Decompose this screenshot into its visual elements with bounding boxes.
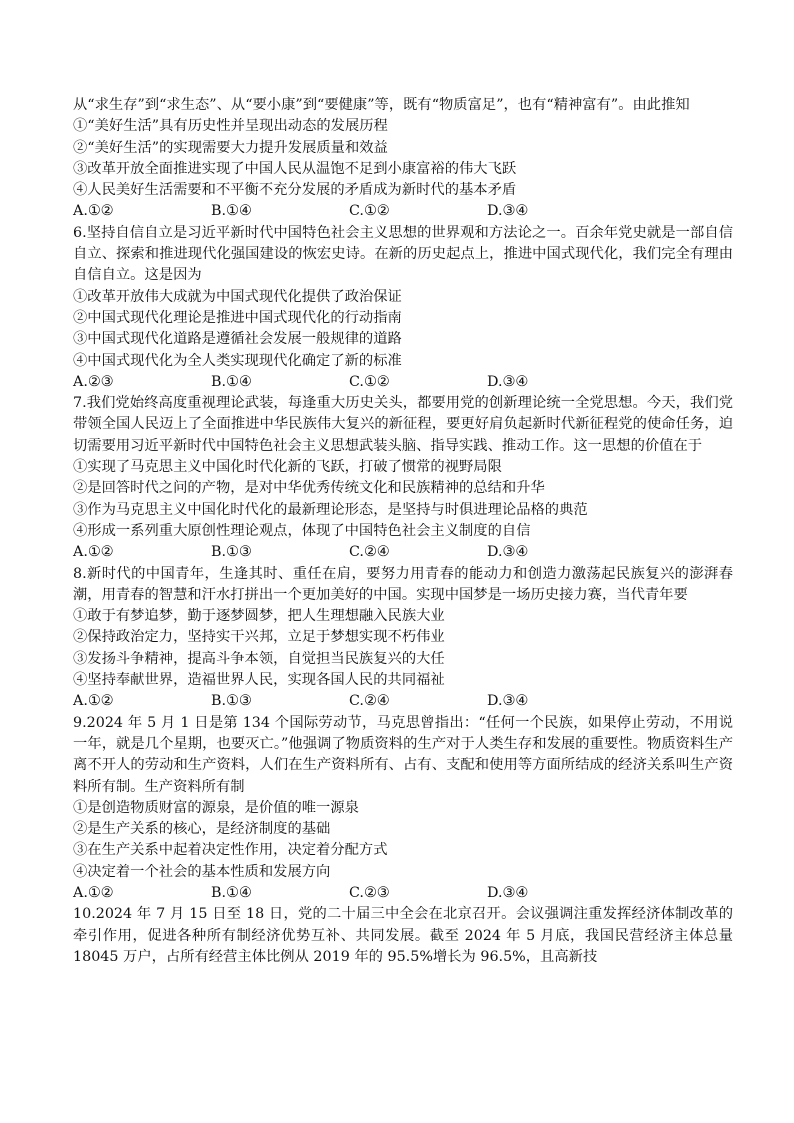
choice-b: B.①④ <box>211 203 252 220</box>
choice-d: D.③④ <box>487 373 529 390</box>
choice-b: B.①④ <box>211 373 252 390</box>
option-3: ③中国式现代化道路是遵循社会发展一般规律的道路 <box>73 331 402 348</box>
choice-a: A.①② <box>73 693 114 710</box>
option-4: ④决定着一个社会的基本性质和发展方向 <box>73 863 331 880</box>
option-1: ①实现了马克思主义中国化时代化新的飞跃，打破了惯常的视野局限 <box>73 459 502 476</box>
answer-choices <box>73 201 733 222</box>
option-1: ①敢于有梦追梦，勤于逐梦圆梦，把人生理想融入民族大业 <box>73 608 445 625</box>
option-3: ③作为马克思主义中国化时代化的最新理论形态，是坚持与时俱进理论品格的典范 <box>73 501 588 518</box>
question-stem: 7.我们党始终高度重视理论武装，每逢重大历史关头，都要用党的创新理论统一全党思想。今天，我们党带领全国人民迈上了全面推进中华民族伟大复兴的新征程，要更好肩负起新时代新征程党的使命任务，迫切需要用习近平新时代中国特色社会主义思想武装头脑、指导实践、推动工作。这一思想的价值在于 <box>73 395 733 454</box>
question-stem: 从“求生存”到“求生态”、从“要小康”到“要健康”等，既有“物质富足”，也有“精神富有”。由此推知 <box>73 97 690 113</box>
question-8 <box>73 564 733 713</box>
choice-b: B.①③ <box>211 544 252 561</box>
choice-c: C.①② <box>349 373 390 390</box>
option-3: ③改革开放全面推进实现了中国人民从温饱不足到小康富裕的伟大飞跃 <box>73 160 517 177</box>
question-5 <box>73 95 733 223</box>
option-1: ①“美好生活”具有历史性并呈现出动态的发展历程 <box>73 118 388 135</box>
choice-c: C.②④ <box>349 693 390 710</box>
question-9 <box>73 713 733 905</box>
option-4: ④坚持奉献世界，造福世界人民，实现各国人民的共同福祉 <box>73 672 445 689</box>
question-stem: 8.新时代的中国青年，生逢其时、重任在肩，要努力用青春的能动力和创造力激荡起民族复兴的澎湃春潮，用青春的智慧和汗水打拼出一个更加美好的中国。实现中国梦是一场历史接力赛，当代青年要 <box>73 565 733 603</box>
question-7 <box>73 393 733 563</box>
choice-b: B.①④ <box>211 884 252 901</box>
option-2: ②保持政治定力，坚持实干兴邦，立足于梦想实现不朽伟业 <box>73 629 445 646</box>
choice-d: D.③④ <box>487 203 529 220</box>
option-4: ④人民美好生活需要和不平衡不充分发展的矛盾成为新时代的基本矛盾 <box>73 182 517 199</box>
choice-d: D.③④ <box>487 693 529 710</box>
option-2: ②“美好生活”的实现需要大力提升发展质量和效益 <box>73 139 388 156</box>
choice-c: C.①② <box>349 203 390 220</box>
choice-d: D.③④ <box>487 884 529 901</box>
choice-a: A.②③ <box>73 373 114 390</box>
option-1: ①是创造物质财富的源泉，是价值的唯一源泉 <box>73 799 359 816</box>
option-4: ④形成一系列重大原创性理论观点，体现了中国特色社会主义制度的自信 <box>73 522 531 539</box>
choice-a: A.①② <box>73 544 114 561</box>
option-3: ③在生产关系中起着决定性作用，决定着分配方式 <box>73 842 388 859</box>
choice-c: C.②③ <box>349 884 390 901</box>
exam-page <box>73 95 733 968</box>
option-2: ②是回答时代之问的产物，是对中华优秀传统文化和民族精神的总结和升华 <box>73 480 545 497</box>
question-stem: 10.2024 年 7 月 15 日至 18 日，党的二十届三中全会在北京召开。会议强调注重发挥经济体制改革的牵引作用，促进各种所有制经济优势互补、共同发展。截至 2024 年 5 月底，我国民营经济主体总量 18045 万户，占所有经营主体比例从 2019 年的 95.5%增长为 96.5%，且高新技 <box>73 906 733 965</box>
choice-a: A.①② <box>73 203 114 220</box>
question-stem: 6.坚持自信自立是习近平新时代中国特色社会主义思想的世界观和方法论之一。百余年党史就是一部自信自立、探索和推进现代化强国建设的恢宏史诗。在新的历史起点上，推进中国式现代化，我们完全有理由自信自立。这是因为 <box>73 224 733 284</box>
choice-c: C.②④ <box>349 544 390 561</box>
choice-a: A.①② <box>73 884 114 901</box>
option-1: ①改革开放伟大成就为中国式现代化提供了政治保证 <box>73 288 402 305</box>
answer-choices <box>73 691 733 712</box>
question-6 <box>73 223 733 393</box>
option-3: ③发扬斗争精神，提高斗争本领，自觉担当民族复兴的大任 <box>73 650 445 667</box>
choice-d: D.③④ <box>487 544 529 561</box>
answer-choices <box>73 542 733 563</box>
choice-b: B.①③ <box>211 693 252 710</box>
question-stem: 9.2024 年 5 月 1 日是第 134 个国际劳动节，马克思曾指出：“任何一个民族，如果停止劳动，不用说一年，就是几个星期，也要灭亡。”他强调了物质资料的生产对于人类生存和发展的重要性。物质资料生产离不开人的劳动和生产资料，人们在生产资料所有、占有、支配和使用等方面所结成的经济关系叫生产资料所有制。生产资料所有制 <box>73 714 733 795</box>
answer-choices <box>73 883 733 904</box>
option-2: ②是生产关系的核心，是经济制度的基础 <box>73 821 331 838</box>
option-4: ④中国式现代化为全人类实现现代化确定了新的标准 <box>73 352 402 369</box>
answer-choices <box>73 372 733 393</box>
option-2: ②中国式现代化理论是推进中国式现代化的行动指南 <box>73 309 402 326</box>
question-10 <box>73 904 733 968</box>
